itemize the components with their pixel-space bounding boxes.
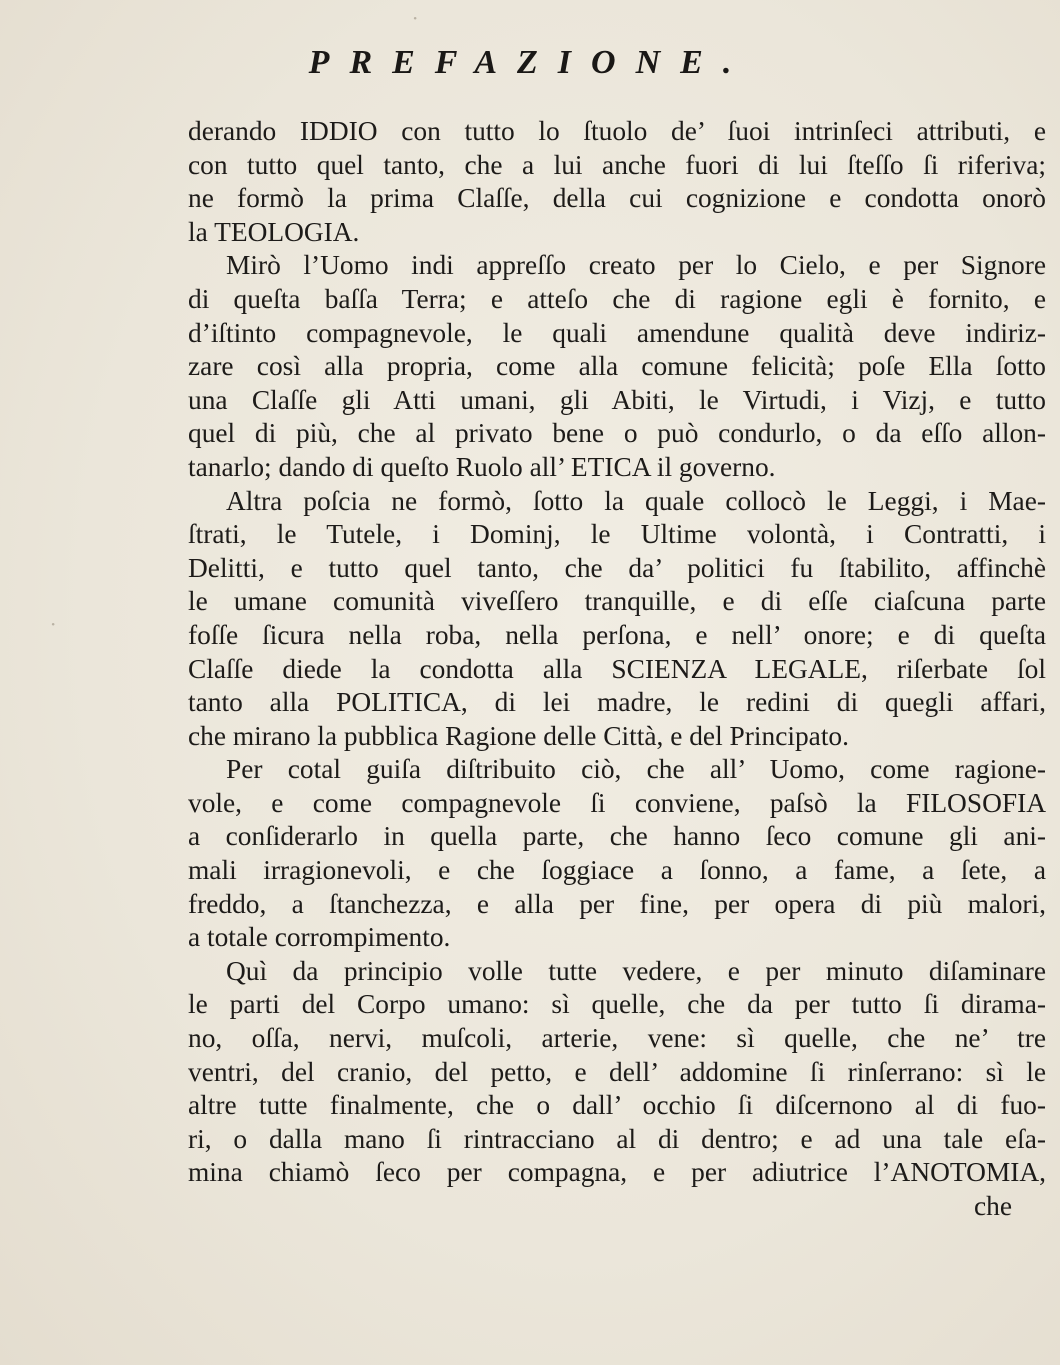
text-line: Delitti, e tutto quel tanto, che da’ politici fu ſtabilito, affinchè bbox=[188, 552, 1046, 583]
paper-speck: · bbox=[412, 6, 419, 30]
text-line: ſtrati, le Tutele, i Dominj, le Ultime volontà, i Contratti, i bbox=[188, 519, 1046, 550]
text-line: freddo, a ſtanchezza, e alla per fine, per opera di più malori, bbox=[188, 888, 1046, 919]
text-line: ri, o dalla mano ſi rintracciano al di dentro; e ad una tale eſa- bbox=[188, 1123, 1046, 1154]
text-line: derando IDDIO con tutto lo ſtuolo de’ ſuoi intrinſeci attributi, e bbox=[188, 116, 1046, 146]
text-line: quel di più, che al privato bene o può condurlo, o da eſſo allon- bbox=[188, 418, 1046, 449]
text-line: ne formò la prima Claſſe, della cui cognizione e condotta onorò bbox=[188, 183, 1046, 214]
text-line: no, oſſa, nervi, muſcoli, arterie, vene: sì quelle, che ne’ tre bbox=[188, 1023, 1046, 1054]
text-line: mali irragionevoli, e che ſoggiace a ſonno, a fame, a ſete, a bbox=[188, 855, 1046, 886]
text-line: la TEOLOGIA. bbox=[188, 216, 360, 247]
text-line: Altra poſcia ne formò, ſotto la quale collocò le Leggi, i Mae- bbox=[226, 485, 1046, 516]
text-line: tanarlo; dando di queſto Ruolo all’ ETICA il governo. bbox=[188, 451, 776, 482]
text-line: ventri, del cranio, del petto, e dell’ addomine ſi rinſerrano: sì le bbox=[188, 1056, 1046, 1087]
text-line: zare così alla propria, come alla comune felicità; poſe Ella ſotto bbox=[188, 351, 1046, 382]
text-line: d’iſtinto compagnevole, le quali amendune qualità deve indiriz- bbox=[188, 317, 1046, 348]
body-text bbox=[188, 115, 1046, 1224]
text-line: le umane comunità viveſſero tranquille, e di eſſe ciaſcuna parte bbox=[188, 586, 1046, 617]
text-line: Per cotal guiſa diſtribuito ciò, che all’ Uomo, come ragione- bbox=[226, 754, 1046, 785]
text-line: a conſiderarlo in quella parte, che hanno ſeco comune gli ani- bbox=[188, 821, 1046, 852]
text-line: una Claſſe gli Atti umani, gli Abiti, le Virtudi, i Vizj, e tutto bbox=[188, 384, 1046, 415]
text-line: che mirano la pubblica Ragione delle Città, e del Principato. bbox=[188, 720, 849, 751]
text-line: mina chiamò ſeco per compagna, e per adiutrice l’ANOTOMIA, bbox=[188, 1157, 1046, 1188]
catchword: che bbox=[973, 1191, 1012, 1221]
text-line: Quì da principio volle tutte vedere, e per minuto diſaminare bbox=[226, 955, 1046, 986]
text-line: altre tutte finalmente, che o dall’ occhio ſi diſcernono al di fuo- bbox=[188, 1090, 1046, 1121]
text-line: foſſe ſicura nella roba, nella perſona, e nell’ onore; e di queſta bbox=[188, 619, 1046, 650]
text-line: vole, e come compagnevole ſi conviene, paſsò la FILOSOFIA bbox=[188, 787, 1046, 818]
text-line: Mirò l’Uomo indi appreſſo creato per lo Cielo, e per Signore bbox=[226, 250, 1046, 281]
paper-speck: · bbox=[50, 612, 57, 636]
text-line: a totale corrompimento. bbox=[188, 922, 451, 953]
text-line: con tutto quel tanto, che a lui anche fuori di lui ſteſſo ſi riferiva; bbox=[188, 149, 1046, 180]
text-line: Claſſe diede la condotta alla SCIENZA LEGALE, riſerbate ſol bbox=[188, 653, 1046, 684]
running-head: PREFAZIONE. bbox=[308, 44, 752, 81]
text-line: le parti del Corpo umano: sì quelle, che da per tutto ſi dirama- bbox=[188, 989, 1046, 1020]
text-line: di queſta baſſa Terra; e atteſo che di ragione egli è fornito, e bbox=[188, 283, 1046, 314]
text-line: tanto alla POLITICA, di lei madre, le redini di quegli affari, bbox=[188, 687, 1046, 718]
